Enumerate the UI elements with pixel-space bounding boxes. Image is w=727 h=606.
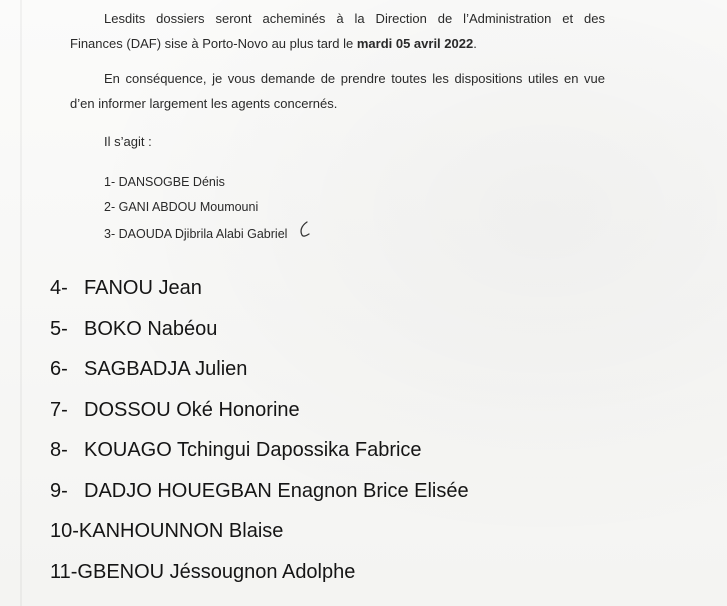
list-item-name: DADJO HOUEGBAN Enagnon Brice Elisée	[84, 479, 469, 502]
list-item-number: 4-	[50, 277, 68, 299]
list-item	[50, 511, 469, 552]
list-item-number: 6-	[50, 358, 68, 380]
instructions-text-line-1: En conséquence, je vous demande de prendre toutes les dispositions utiles en vue	[104, 71, 605, 86]
list-item	[50, 309, 469, 350]
deadline-date: mardi 05 avril 2022	[356, 36, 474, 51]
paragraph-instructions-line-1	[70, 66, 605, 91]
list-item-number: 9-	[50, 479, 68, 502]
list-item-number: 5-	[50, 317, 68, 340]
list-item-number: 3-	[104, 226, 116, 241]
list-item	[50, 471, 469, 512]
added-agent-list	[50, 268, 469, 592]
list-item	[50, 390, 469, 431]
scan-edge-shadow	[20, 0, 22, 606]
handwritten-check-mark	[297, 220, 311, 249]
paragraph-instructions	[70, 66, 605, 116]
list-item	[50, 268, 469, 309]
list-item-number: 1-	[104, 175, 116, 189]
delivery-text-end: .	[473, 36, 477, 51]
list-item-name: DAOUDA Djibrila Alabi Gabriel	[118, 226, 288, 241]
typed-agent-list	[104, 170, 311, 245]
list-item	[50, 552, 469, 593]
list-item	[104, 195, 311, 220]
list-item-number: 10-	[50, 520, 79, 542]
list-intro: Il s’agit :	[104, 134, 152, 149]
list-item-name: KANHOUNNON Blaise	[78, 520, 284, 542]
delivery-text-line-1: Lesdits dossiers seront acheminés à la Direction de l’Administration et des	[104, 11, 605, 26]
list-item-name: GANI ABDOU Moumouni	[118, 200, 259, 214]
list-item-number: 8-	[50, 439, 68, 461]
paragraph-delivery	[70, 6, 605, 56]
instructions-text-line-2: d’en informer largement les agents concernés.	[70, 96, 338, 111]
list-item-number: 7-	[50, 398, 68, 421]
delivery-text-line-2: Finances (DAF) sise à Porto-Novo au plus tard le	[70, 36, 357, 51]
list-item-number: 11-	[50, 560, 78, 583]
list-item-name: DOSSOU Oké Honorine	[84, 398, 300, 421]
list-item	[50, 430, 469, 471]
list-item-name: GBENOU Jéssougnon Adolphe	[77, 560, 356, 583]
list-item-name: SAGBADJA Julien	[84, 358, 248, 380]
list-item-name: BOKO Nabéou	[84, 317, 218, 340]
list-item	[50, 349, 469, 390]
list-item-name: KOUAGO Tchingui Dapossika Fabrice	[84, 439, 422, 461]
list-item-number: 2-	[104, 200, 116, 214]
list-item-name: FANOU Jean	[84, 277, 202, 299]
list-item-name: DANSOGBE Dénis	[118, 175, 225, 189]
list-item	[104, 220, 311, 245]
paragraph-delivery-line-1	[70, 6, 605, 31]
list-item	[104, 170, 311, 195]
